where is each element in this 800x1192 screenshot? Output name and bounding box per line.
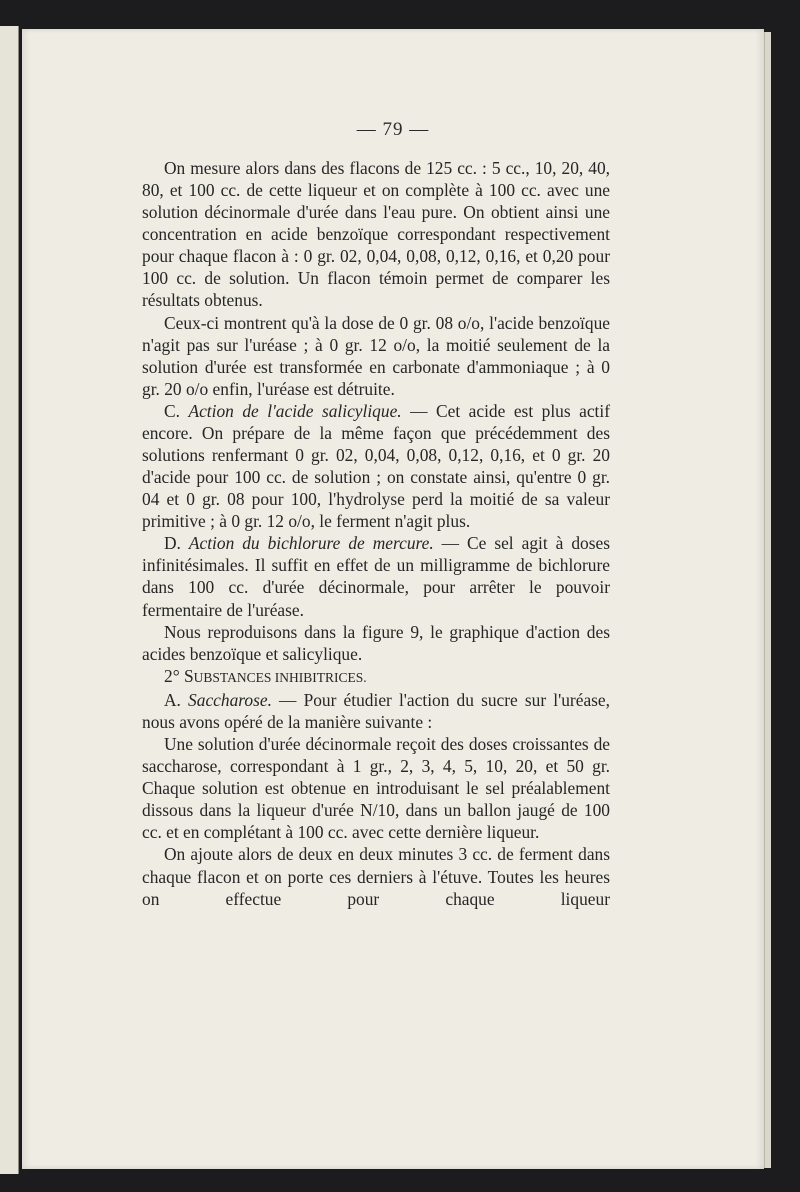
page-edge [764,32,771,1168]
italic-title: Action du bichlorure de mercure. [188,533,434,554]
paragraph-text: A. [164,689,189,710]
paragraph [142,157,610,312]
section-heading-lead: 2° S [164,665,194,686]
paragraph-text: — Pour étudier l'action du sucre sur l'uréase, nous avons opéré de la manière suivante : [142,689,610,732]
paragraph [142,621,610,665]
body-text [142,157,610,910]
italic-title: Saccharose. [188,689,272,710]
paragraph [142,532,610,620]
paragraph-text: Nous reproduisons dans la figure 9, le graphique d'action des acides benzoïque et salicylique. [142,621,610,664]
paragraph-text: On mesure alors dans des flacons de 125 cc. : 5 cc., 10, 20, 40, 80, et 100 cc. de cette liqueur et on complète à 100 cc. avec une solution décinormale d'urée dans l'eau pure. On obtient ainsi une concentration en acide benzoïque correspondant respectivement pour chaque flacon à : 0 gr. 02, 0,04, 0,08, 0,12, 0,16, et 0,20 pour 100 cc. de solution. Un flacon témoin permet de comparer les résultats obtenus. [142,158,610,311]
italic-title: Action de l'acide salicylique. [188,400,402,421]
paragraph [142,400,610,532]
book-page [22,29,764,1169]
paragraph-text: — Ce sel agit à doses infinitésimales. Il suffit en effet de un milligramme de bichlorure dans 100 cc. d'urée décinormale, pour arrêter le pouvoir fermentaire de l'uréase. [142,533,610,620]
section-heading-rest: UBSTANCES INHIBITRICES. [193,669,367,685]
paragraph [142,689,610,733]
paragraph-text: D. [164,533,189,554]
paragraph-text: — Cet acide est plus actif encore. On prépare de la même façon que précédemment des solutions renfermant 0 gr. 02, 0,04, 0,08, 0,12, 0,16, et 0 gr. 20 d'acide pour 100 cc. de solution ; on constate ainsi, qu'entre 0 gr. 04 et 0 gr. 08 pour 100, l'hydrolyse perd la moitié de sa valeur primitive ; à 0 gr. 12 o/o, le ferment n'agit plus. [142,400,611,532]
paragraph-text: On ajoute alors de deux en deux minutes 3 cc. de ferment dans chaque flacon et on porte ces derniers à l'étuve. Toutes les heures on effectue pour chaque liqueur [142,844,610,909]
paragraph-text: Ceux-ci montrent qu'à la dose de 0 gr. 08 o/o, l'acide benzoïque n'agit pas sur l'uréase ; à 0 gr. 12 o/o, la moitié seulement de la solution d'urée est transformée en carbonate d'ammoniaque ; à 0 gr. 20 o/o enfin, l'uréase est détruite. [142,312,610,399]
paragraph [142,312,610,400]
paragraph-text: C. [164,400,189,421]
previous-page-edge [0,26,19,1174]
section-heading [142,665,610,689]
paragraph [142,843,610,909]
page-number: — 79 — [356,119,430,140]
paragraph [142,733,610,843]
paragraph-text: Une solution d'urée décinormale reçoit des doses croissantes de saccharose, correspondant à 1 gr., 2, 3, 4, 5, 10, 20, et 50 gr. Chaque solution est obtenue en introduisant le sel préalablement dissous dans la liqueur d'urée N/10, dans un ballon jaugé de 100 cc. et en complétant à 100 cc. avec cette dernière liqueur. [142,734,610,843]
